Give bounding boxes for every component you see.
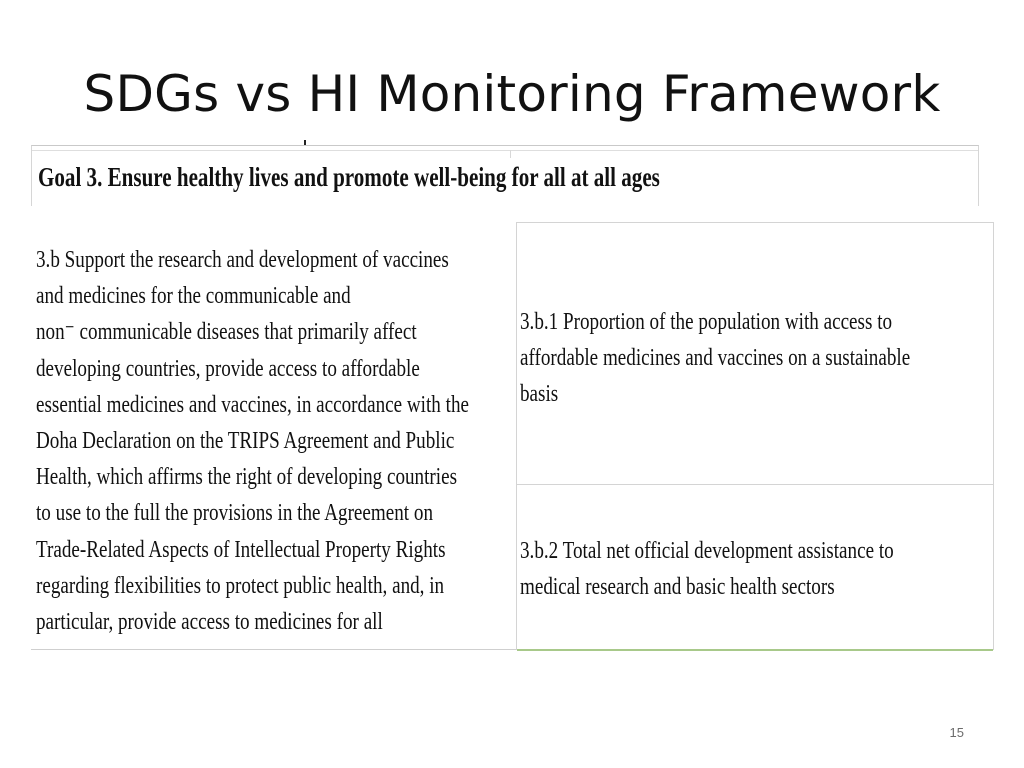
target-line: essential medicines and vaccines, in accordance with the [36,390,469,418]
indicator-line: affordable medicines and vaccines on a sustainable [520,344,911,371]
target-line: Doha Declaration on the TRIPS Agreement and Public [36,427,455,455]
target-line: to use to the full the provisions in the Agreement on [36,499,434,527]
target-line: Health, which affirms the right of developing countries [36,463,458,491]
indicator-text-1 [520,304,988,412]
target-line: developing countries, provide access to affordable [36,354,420,382]
target-line: 3.b Support the research and development of vaccines [36,246,449,273]
target-line: particular, provide access to medicines for all [36,608,383,636]
slide-title: SDGs vs HI Monitoring Framework [83,65,941,123]
goal-header-rule [32,150,978,151]
target-line: regarding flexibilities to protect public health, and, in [36,571,445,599]
goal-heading: Goal 3. Ensure healthy lives and promote well-being for all at all ages [38,162,660,192]
framework-table [31,222,994,650]
indicator-line: medical research and basic health sectors [520,573,835,600]
indicator-line: 3.b.1 Proportion of the population with access to [520,308,893,335]
target-cell [31,222,516,650]
indicators-column [516,222,994,650]
goal-header-box [31,145,979,206]
goal-header-divider [510,150,511,158]
target-text [36,242,512,640]
target-line: Trade-Related Aspects of Intellectual Property Rights [36,535,446,563]
target-line: and medicines for the communicable and [36,282,351,310]
indicator-text-2 [520,533,988,605]
indicator-cell-2 [517,485,993,651]
target-line: non⁻ communicable diseases that primarily affect [36,318,417,346]
indicator-line: 3.b.2 Total net official development assistance to [520,537,894,564]
indicator-line: basis [520,380,559,407]
page-number: 15 [949,725,964,740]
indicator-cell-1 [517,223,993,485]
